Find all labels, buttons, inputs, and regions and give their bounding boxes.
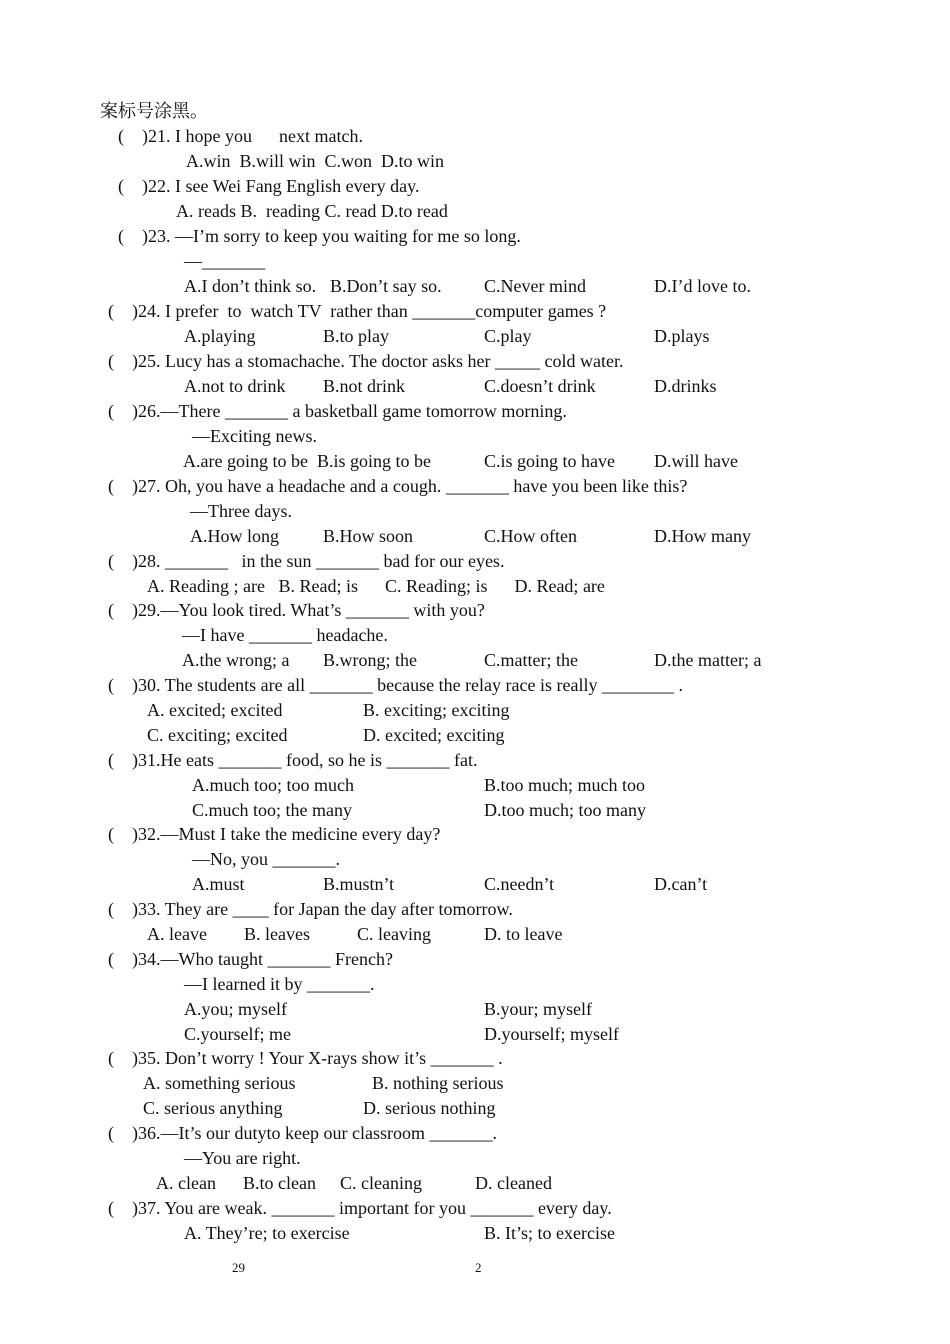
q23-option-a: A.I don’t think so.	[184, 276, 317, 296]
q37-option-a: A. They’re; to exercise	[184, 1223, 350, 1243]
q27-stem: ( )27. Oh, you have a headache and a cough. _______ have you been like this?	[108, 476, 688, 496]
q36-option-d: D. cleaned	[475, 1173, 552, 1193]
q21-options: A.win B.will win C.won D.to win	[186, 151, 445, 171]
q36-option-b: B.to clean	[243, 1173, 316, 1193]
q37-option-b: B. It’s; to exercise	[484, 1223, 615, 1243]
q24-option-b: B.to play	[323, 326, 389, 346]
q31-stem: ( )31.He eats _______ food, so he is _______ fat.	[108, 750, 478, 770]
q29-option-b: B.wrong; the	[323, 650, 417, 670]
q37-stem: ( )37. You are weak. _______ important for you _______ every day.	[108, 1198, 612, 1218]
q30-stem: ( )30. The students are all _______ because the relay race is really ________ .	[108, 675, 683, 695]
q24-stem: ( )24. I prefer to watch TV rather than _______computer games ?	[108, 301, 607, 321]
q30-option-d: D. excited; exciting	[363, 725, 505, 745]
q36-stem: ( )36.—It’s our dutyto keep our classroom _______.	[108, 1123, 497, 1143]
q36-option-c: C. cleaning	[340, 1173, 422, 1193]
q34-reply: —I learned it by _______.	[184, 974, 375, 994]
q22-stem: ( )22. I see Wei Fang English every day.	[118, 176, 420, 196]
q33-option-d: D. to leave	[484, 924, 563, 944]
q33-option-b: B. leaves	[244, 924, 310, 944]
q32-option-c: C.needn’t	[484, 874, 555, 894]
q31-option-d: D.too much; too many	[484, 800, 646, 820]
q34-option-d: D.yourself; myself	[484, 1024, 619, 1044]
q27-option-c: C.How often	[484, 526, 577, 546]
q25-option-a: A.not to drink	[184, 376, 286, 396]
q24-option-a: A.playing	[184, 326, 256, 346]
q23-option-c: C.Never mind	[484, 276, 586, 296]
q32-stem: ( )32.—Must I take the medicine every day?	[108, 824, 441, 844]
q27-reply: —Three days.	[190, 501, 292, 521]
q35-option-b: B. nothing serious	[372, 1073, 504, 1093]
q32-reply: —No, you _______.	[192, 849, 340, 869]
q34-option-b: B.your; myself	[484, 999, 592, 1019]
q25-option-c: C.doesn’t drink	[484, 376, 596, 396]
q25-stem: ( )25. Lucy has a stomachache. The doctor asks her _____ cold water.	[108, 351, 624, 371]
q31-option-a: A.much too; too much	[192, 775, 354, 795]
q26-reply: —Exciting news.	[192, 426, 317, 446]
q30-option-c: C. exciting; excited	[147, 725, 288, 745]
page-number: 2	[475, 1260, 482, 1275]
q33-option-a: A. leave	[147, 924, 207, 944]
q34-stem: ( )34.—Who taught _______ French?	[108, 949, 393, 969]
q32-option-d: D.can’t	[654, 874, 708, 894]
q34-option-a: A.you; myself	[184, 999, 287, 1019]
q35-option-d: D. serious nothing	[363, 1098, 496, 1118]
q36-option-a: A. clean	[156, 1173, 216, 1193]
q23-option-d: D.I’d love to.	[654, 276, 751, 296]
q30-option-b: B. exciting; exciting	[363, 700, 510, 720]
heading-fragment: 案标号涂黑。	[100, 101, 208, 121]
q27-option-d: D.How many	[654, 526, 751, 546]
q29-option-c: C.matter; the	[484, 650, 578, 670]
q34-option-c: C.yourself; me	[184, 1024, 291, 1044]
q24-option-d: D.plays	[654, 326, 710, 346]
q31-option-b: B.too much; much too	[484, 775, 645, 795]
q26-option-ab: A.are going to be B.is going to be	[183, 451, 431, 471]
q28-options: A. Reading ; are B. Read; is C. Reading; is D. Read; are	[147, 576, 605, 596]
q35-option-a: A. something serious	[143, 1073, 296, 1093]
q23-stem: ( )23. —I’m sorry to keep you waiting for me so long.	[118, 226, 521, 246]
q27-option-a: A.How long	[190, 526, 279, 546]
q27-option-b: B.How soon	[323, 526, 414, 546]
q26-option-c: C.is going to have	[484, 451, 615, 471]
q32-option-b: B.mustn’t	[323, 874, 395, 894]
q25-option-d: D.drinks	[654, 376, 717, 396]
q23-reply: —_______	[184, 251, 265, 271]
q29-stem: ( )29.—You look tired. What’s _______ with you?	[108, 600, 485, 620]
q32-option-a: A.must	[192, 874, 245, 894]
q26-stem: ( )26.—There _______ a basketball game tomorrow morning.	[108, 401, 567, 421]
q33-stem: ( )33. They are ____ for Japan the day after tomorrow.	[108, 899, 513, 919]
q29-option-d: D.the matter; a	[654, 650, 762, 670]
q22-options: A. reads B. reading C. read D.to read	[176, 201, 448, 221]
q23-option-b: B.Don’t say so.	[330, 276, 442, 296]
footer-left-number: 29	[232, 1260, 245, 1275]
q35-stem: ( )35. Don’t worry ! Your X-rays show it’s _______ .	[108, 1048, 503, 1068]
q25-option-b: B.not drink	[323, 376, 406, 396]
q29-option-a: A.the wrong; a	[182, 650, 290, 670]
q21-stem: ( )21. I hope you next match.	[118, 126, 363, 146]
q33-option-c: C. leaving	[357, 924, 431, 944]
q29-reply: —I have _______ headache.	[182, 625, 388, 645]
q36-reply: —You are right.	[184, 1148, 301, 1168]
q30-option-a: A. excited; excited	[147, 700, 283, 720]
q31-option-c: C.much too; the many	[192, 800, 352, 820]
q35-option-c: C. serious anything	[143, 1098, 283, 1118]
q26-option-d: D.will have	[654, 451, 738, 471]
q24-option-c: C.play	[484, 326, 532, 346]
q28-stem: ( )28. _______ in the sun _______ bad for our eyes.	[108, 551, 505, 571]
